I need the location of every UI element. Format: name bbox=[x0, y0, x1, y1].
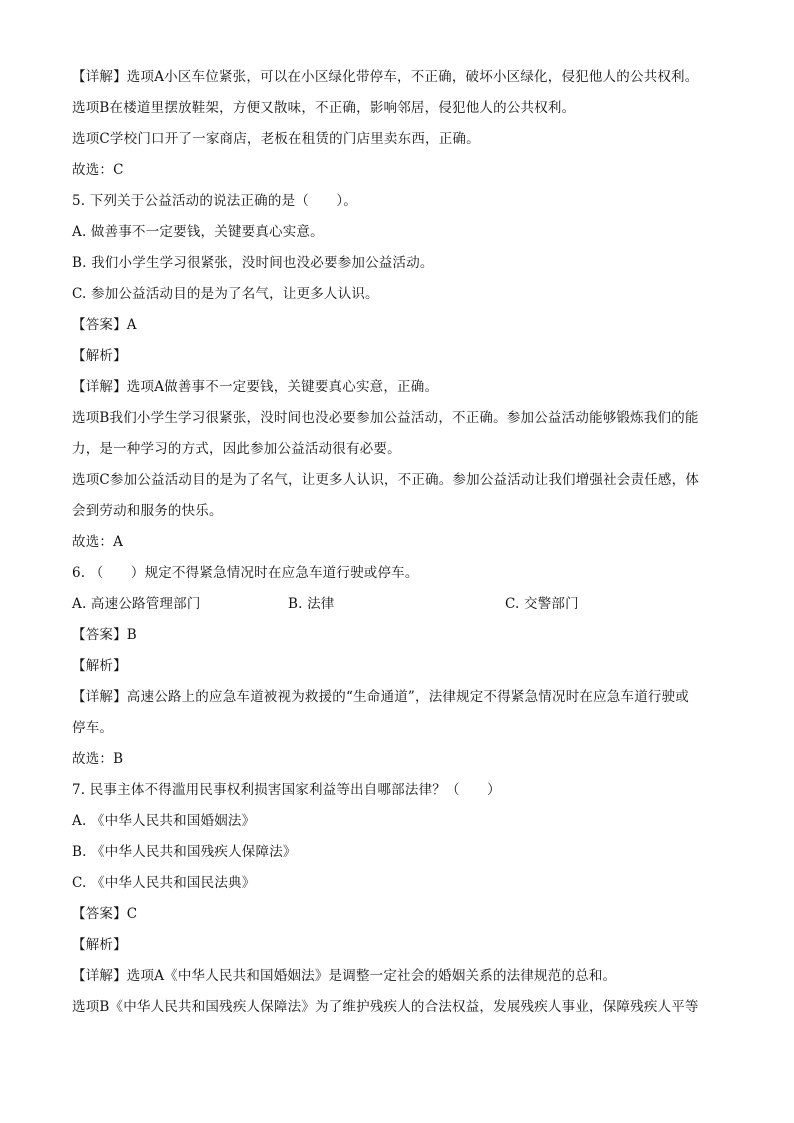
document-page bbox=[72, 62, 722, 1023]
explanation-line: 【详解】选项A小区车位紧张，可以在小区绿化带停车，不正确，破坏小区绿化，侵犯他人的公共权利。 bbox=[72, 69, 699, 85]
question-6-stem: 6. （ ）规定不得紧急情况时在应急车道行驶或停车。 bbox=[72, 565, 419, 581]
answer-label: 【答案】C bbox=[72, 906, 138, 922]
explanation-line: 选项C参加公益活动目的是为了名气，让更多人认识，不正确。参加公益活动让我们增强社会责任感，体 bbox=[72, 472, 700, 488]
question-7-option-c: C. 《中华人民共和国民法典》 bbox=[72, 875, 256, 891]
explanation-line: 选项B《中华人民共和国残疾人保障法》为了维护残疾人的合法权益，发展残疾人事业，保障残疾人平等 bbox=[72, 999, 699, 1015]
answer-choice: 故选：A bbox=[72, 534, 124, 550]
explanation-line: 【详解】选项A《中华人民共和国婚姻法》是调整一定社会的婚姻关系的法律规范的总和。 bbox=[72, 968, 617, 984]
explanation-line: 选项B我们小学生学习很紧张，没时间也没必要参加公益活动，不正确。参加公益活动能够锻炼我们的能 bbox=[72, 410, 699, 426]
explanation-line: 会到劳动和服务的快乐。 bbox=[72, 503, 223, 519]
question-7-stem: 7. 民事主体不得滥用民事权利损害国家利益等出自哪部法律？（ ） bbox=[72, 782, 501, 798]
answer-label: 【答案】A bbox=[72, 317, 137, 333]
question-6-option-a: A. 高速公路管理部门 bbox=[72, 596, 201, 612]
explanation-line: 停车。 bbox=[72, 720, 114, 736]
explanation-line: 选项B在楼道里摆放鞋架，方便又散味，不正确，影响邻居，侵犯他人的公共权利。 bbox=[72, 100, 576, 116]
explanation-line: 力，是一种学习的方式，因此参加公益活动很有必要。 bbox=[72, 441, 401, 457]
question-5-option-c: C. 参加公益活动目的是为了名气，让更多人认识。 bbox=[72, 286, 379, 302]
explanation-line: 【详解】选项A做善事不一定要钱，关键要真心实意，正确。 bbox=[72, 379, 439, 395]
analysis-label: 【解析】 bbox=[72, 348, 127, 364]
answer-choice: 故选：C bbox=[72, 162, 124, 178]
explanation-line: 【详解】高速公路上的应急车道被视为救援的“生命通道”，法律规定不得紧急情况时在应急车道行驶或 bbox=[72, 689, 690, 705]
explanation-line: 选项C学校门口开了一家商店，老板在租赁的门店里卖东西，正确。 bbox=[72, 131, 480, 147]
question-6-option-b: B. 法律 bbox=[288, 596, 335, 612]
question-7-option-a: A. 《中华人民共和国婚姻法》 bbox=[72, 813, 256, 829]
question-6-options bbox=[72, 589, 722, 620]
question-7-option-b: B. 《中华人民共和国残疾人保障法》 bbox=[72, 844, 297, 860]
question-5-option-b: B. 我们小学生学习很紧张，没时间也没必要参加公益活动。 bbox=[72, 255, 434, 271]
question-5-option-a: A. 做善事不一定要钱，关键要真心实意。 bbox=[72, 224, 324, 240]
analysis-label: 【解析】 bbox=[72, 658, 127, 674]
question-5-stem: 5. 下列关于公益活动的说法正确的是（ ）。 bbox=[72, 193, 358, 209]
analysis-label: 【解析】 bbox=[72, 937, 127, 953]
answer-label: 【答案】B bbox=[72, 627, 137, 643]
question-6-option-c: C. 交警部门 bbox=[505, 596, 579, 612]
answer-choice: 故选：B bbox=[72, 751, 124, 767]
